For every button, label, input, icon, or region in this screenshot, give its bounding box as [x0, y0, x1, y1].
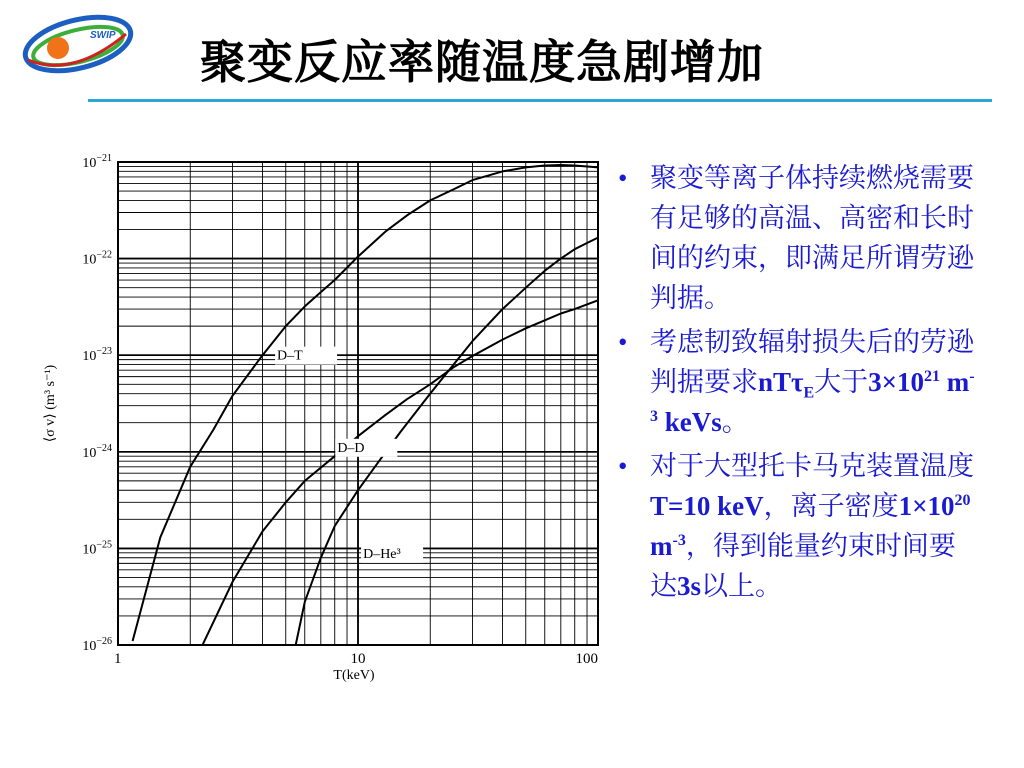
- curve-label: D–D: [337, 440, 365, 456]
- x-tick-label: 1: [114, 651, 122, 667]
- bullet-3-text: 对于大型托卡马克装置温度: [650, 451, 974, 481]
- bullet-1-text: 聚变等离子体持续燃烧需要有足够的高温、高密和长时间的约束，即满足所谓劳逊判据。: [650, 163, 974, 313]
- x-tick-label: 100: [575, 651, 598, 667]
- x-tick-labels: [114, 651, 598, 667]
- bullet-3-density: $1\times 10^{20}$ $m^{-3}$: [650, 491, 971, 561]
- y-tick-label: $10^{-24}$: [82, 442, 112, 461]
- x-tick-label: 10: [350, 651, 366, 667]
- curve-label: D–T: [277, 348, 303, 364]
- logo-text: SWIP: [90, 30, 116, 41]
- y-tick-label: $10^{-23}$: [82, 346, 112, 365]
- y-axis-label: ⟨σ v⟩ (m³ s⁻¹): [43, 364, 58, 443]
- bullet-2-text: 考虑韧致辐射损失后的劳逊判据要求: [650, 327, 974, 397]
- x-axis-label: T(keV): [333, 668, 375, 683]
- bullet-item-lawson: [612, 158, 982, 318]
- bullet-2-mid: 大于: [814, 367, 869, 397]
- bullet-3-end: 以上。: [701, 571, 783, 601]
- bullet-2-symbol: nTτ$_E$: [758, 367, 815, 402]
- bullet-item-bremsstrahlung: [612, 322, 982, 442]
- y-tick-label: $10^{-26}$: [82, 636, 112, 654]
- bullet-item-tokamak: [612, 446, 982, 606]
- chart-grid: [118, 162, 598, 645]
- y-tick-label: $10^{-22}$: [82, 249, 112, 268]
- curve-labels: [275, 347, 423, 563]
- bullet-2-end: 。: [721, 407, 749, 437]
- logo-sun-icon: [47, 37, 69, 59]
- y-tick-label: $10^{-25}$: [82, 539, 112, 558]
- bullet-3-time: 3s: [677, 571, 702, 601]
- curve-label: D–He³: [363, 546, 401, 562]
- y-tick-labels: [82, 153, 112, 654]
- bullet-3-mid: ，离子密度: [763, 491, 899, 521]
- swip-logo: [18, 8, 138, 76]
- bullet-2-value: $3\times 10^{21}$ $m^{-3}$ keVs: [650, 367, 975, 437]
- reaction-rate-chart: [40, 140, 620, 700]
- y-tick-label: $10^{-21}$: [82, 153, 112, 171]
- page-title: 聚变反应率随温度急剧增加: [200, 35, 764, 89]
- bullet-3-temp: T=10 keV: [650, 491, 764, 521]
- curve-series-2: [203, 300, 599, 645]
- bullet-3-mid2: ，得到能量约束时间要达: [650, 531, 956, 601]
- curves: [133, 165, 598, 645]
- title-divider: [88, 99, 992, 102]
- bullet-list: [612, 158, 982, 610]
